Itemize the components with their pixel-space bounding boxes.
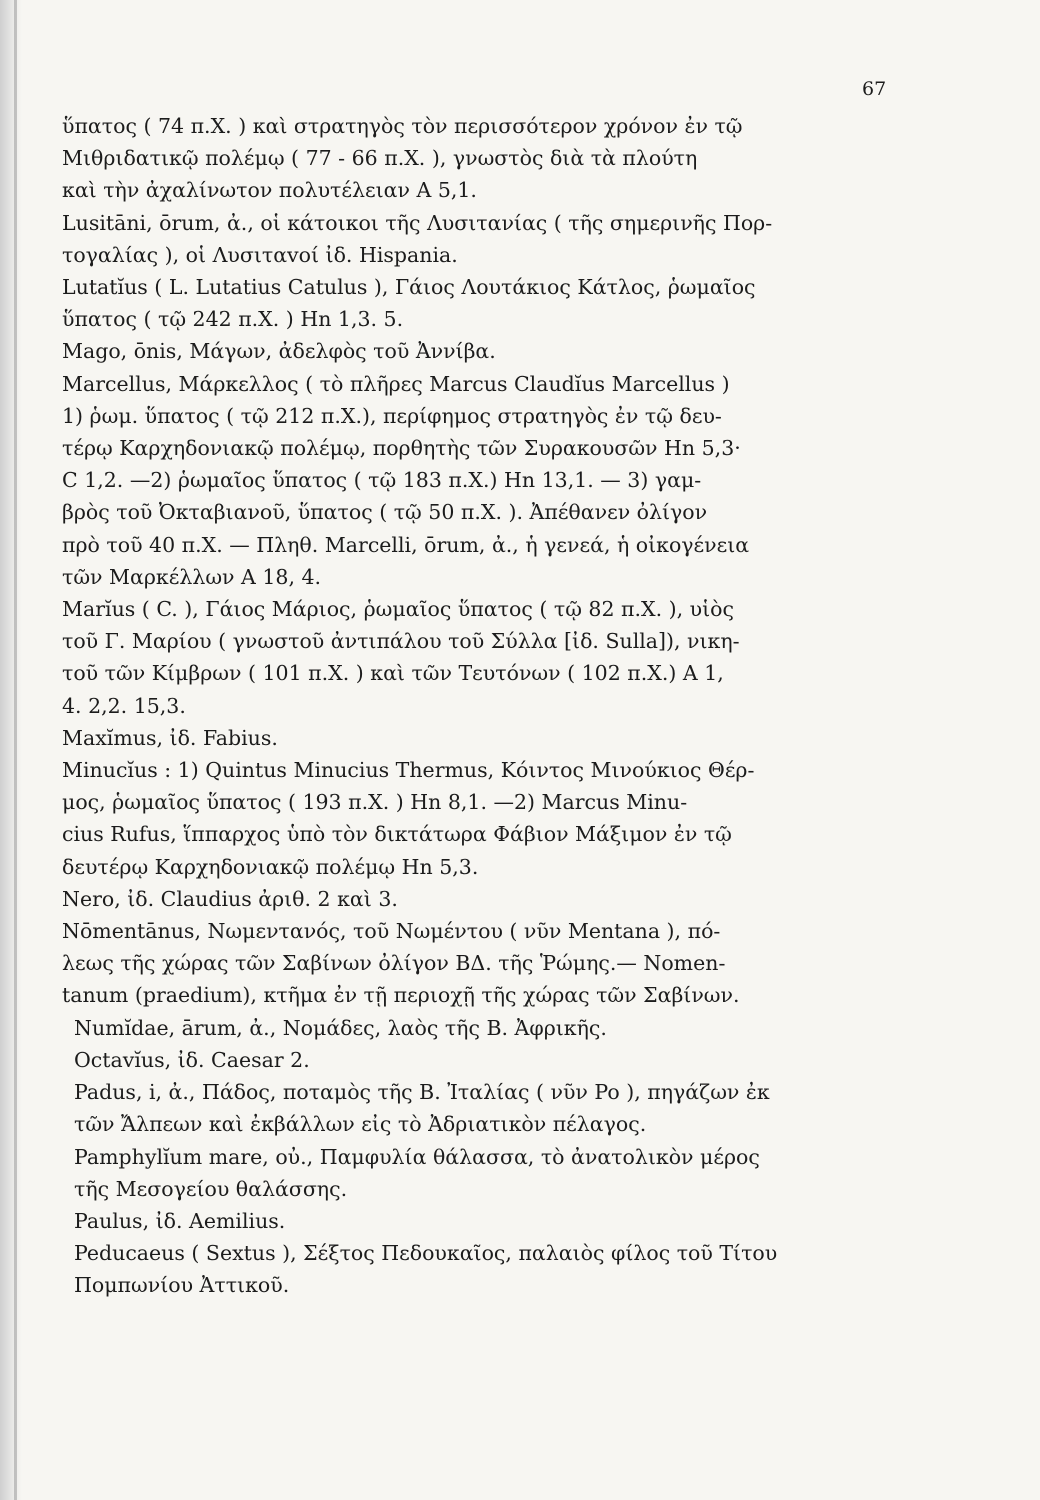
entry-line: C 1,2. —2) ῥωμαῖος ὕπατος ( τῷ 183 π.Χ.) Hn 13,1. — 3) γαμ- (62, 468, 702, 493)
glossary-entry (62, 335, 912, 367)
glossary-entry (62, 271, 912, 335)
entry-line: λεως τῆς χώρας τῶν Σαβίνων ὀλίγον ΒΔ. τῆς Ῥώμης.— Nomen- (62, 951, 726, 976)
entry-line: μος, ῥωμαῖος ὕπατος ( 193 π.Χ. ) Hn 8,1. —2) Marcus Minu- (62, 790, 688, 815)
glossary-entry (62, 368, 912, 593)
entry-line: Octavĭus, ἰδ. Caesar 2. (74, 1047, 310, 1072)
glossary-entry (62, 593, 912, 722)
glossary-entry (62, 110, 912, 207)
entry-line: Pamphylĭum mare, οὐ., Παμφυλία θάλασσα, τὸ ἀνατολικὸν μέρος (74, 1144, 760, 1169)
glossary-entry (62, 207, 912, 271)
entry-line: Numĭdae, ārum, ἀ., Νομάδες, λαὸς τῆς Β. Ἀφρικῆς. (74, 1015, 607, 1040)
entry-line: τογαλίας ), οἱ Λυσιταvoί ἰδ. Hispania. (62, 242, 458, 267)
entry-line: τῶν Μαρκέλλων Α 18, 4. (62, 564, 322, 589)
page-edge-shadow (0, 0, 22, 1500)
entry-line: 1) ῥωμ. ὕπατος ( τῷ 212 π.Χ.), περίφημος στρατηγὸς ἐν τῷ δευ- (62, 403, 722, 428)
entry-line: βρὸς τοῦ Ὀκταβιανοῦ, ὕπατος ( τῷ 50 π.Χ. ). Ἀπέθανεν ὀλίγον (62, 500, 708, 525)
entry-line: τῶν Ἄλπεων καὶ ἐκβάλλων εἰς τὸ Ἀδριατικὸν πέλαγος. (74, 1112, 647, 1137)
page-number: 67 (862, 78, 887, 100)
entry-line: τέρῳ Καρχηδονιακῷ πολέμῳ, πορθητὴς τῶν Συρακουσῶν Hn 5,3· (62, 436, 741, 461)
entry-line: cius Rufus, ἵππαρχος ὑπὸ τὸν δικτάτωρα Φάβιον Μάξιμον ἐν τῷ (62, 822, 732, 847)
entry-line: Lutatĭus ( L. Lutatius Catulus ), Γάιος Λουτάκιος Κάτλος, ῥωμαῖος (62, 275, 756, 300)
glossary-entry (74, 1141, 912, 1205)
glossary-entry (62, 722, 912, 754)
glossary-entry (74, 1076, 912, 1140)
glossary-entry (74, 1044, 912, 1076)
entry-line: Paulus, ἰδ. Aemilius. (74, 1208, 286, 1233)
entry-line: Nero, ἰδ. Claudius ἀριθ. 2 καὶ 3. (62, 886, 398, 911)
entry-line: τοῦ τῶν Κίμβρων ( 101 π.Χ. ) καὶ τῶν Τευτόνων ( 102 π.Χ.) Α 1, (62, 661, 724, 686)
entry-line: Minucĭus : 1) Quintus Minucius Thermus, Κόιντος Μινούκιος Θέρ- (62, 758, 755, 783)
entry-line: καὶ τὴν ἀχαλίνωτον πολυτέλειαν Α 5,1. (62, 178, 477, 203)
glossary-entry (74, 1237, 912, 1301)
glossary-entry (62, 915, 912, 1012)
glossary-body (62, 110, 912, 1302)
entry-line: πρὸ τοῦ 40 π.Χ. — Πληθ. Marcelli, ōrum, ἀ., ἡ γενεά, ἡ οἰκογένεια (62, 532, 750, 557)
entry-line: Padus, i, ἀ., Πάδος, ποταμὸς τῆς Β. Ἰταλίας ( νῦν Po ), πηγάζων ἐκ (74, 1080, 770, 1105)
entry-line: Lusitāni, ōrum, ἀ., οἱ κάτοικοι τῆς Λυσιτανίας ( τῆς σημερινῆς Πορ- (62, 210, 773, 235)
binding-line (14, 0, 17, 1500)
entry-line: tanum (praedium), κτῆμα ἐν τῇ περιοχῇ τῆς χώρας τῶν Σαβίνων. (62, 983, 740, 1008)
entry-line: 4. 2,2. 15,3. (62, 693, 186, 718)
entry-line: Πομπωνίου Ἀττικοῦ. (74, 1273, 290, 1298)
entry-line: τοῦ Γ. Μαρίου ( γνωστοῦ ἀντιπάλου τοῦ Σύλλα [ἰδ. Sulla]), νικη- (62, 629, 740, 654)
entry-line: Marĭus ( C. ), Γάιος Μάριος, ῥωμαῖος ὕπατος ( τῷ 82 π.Χ. ), υἱὸς (62, 597, 734, 622)
entry-line: δευτέρῳ Καρχηδονιακῷ πολέμῳ Hn 5,3. (62, 854, 479, 879)
entry-line: ὕπατος ( τῷ 242 π.Χ. ) Hn 1,3. 5. (62, 307, 404, 332)
glossary-entry (62, 754, 912, 883)
entry-line: Mago, ōnis, Μάγων, ἀδελφὸς τοῦ Ἀννίβα. (62, 339, 496, 364)
entry-line: τῆς Μεσογείου θαλάσσης. (74, 1176, 348, 1201)
entry-line: Nōmentānus, Νωμεντανός, τοῦ Νωμέντου ( νῦν Mentana ), πό- (62, 919, 721, 944)
entry-line: Μιθριδατικῷ πολέμῳ ( 77 - 66 π.Χ. ), γνωστὸς διὰ τὰ πλούτη (62, 146, 698, 171)
entry-line: Marcellus, Μάρκελλος ( τὸ πλῆρες Marcus Claudĭus Marcellus ) (62, 371, 730, 396)
glossary-entry (62, 883, 912, 915)
glossary-entry (74, 1205, 912, 1237)
entry-line: Maxĭmus, ἰδ. Fabius. (62, 725, 278, 750)
glossary-entry (74, 1012, 912, 1044)
entry-line: Peducaeus ( Sextus ), Σέξτος Πεδουκαῖος, παλαιὸς φίλος τοῦ Τίτου (74, 1241, 778, 1266)
entry-line: ὕπατος ( 74 π.Χ. ) καὶ στρατηγὸς τὸν περισσότερον χρόνον ἐν τῷ (62, 114, 743, 138)
